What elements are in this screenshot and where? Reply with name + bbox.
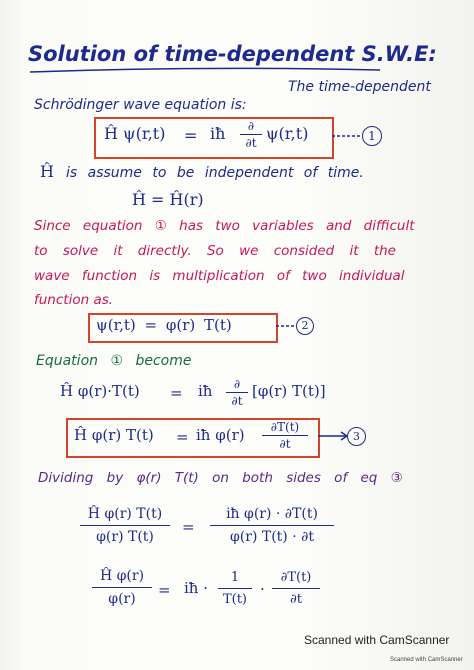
eqf2-frac1-num: 1 xyxy=(230,570,240,585)
eqf2-frac2-num: ∂T(t) xyxy=(280,570,312,585)
since-line-1: Since equation ① has two variables and difficult xyxy=(34,218,415,234)
eq1-coef: iħ xyxy=(210,124,226,143)
eqf2-equals: = xyxy=(158,581,171,599)
eqb1-coef: iħ xyxy=(198,382,213,400)
eq1-frac-den: ∂t xyxy=(245,136,257,150)
dividing-text: Dividing by φ(r) T(t) on both sides of eq ③ xyxy=(38,470,403,486)
eq3-marker: 3 xyxy=(347,427,366,446)
eqf1-right-fraction xyxy=(210,506,334,545)
eqf2-left-fraction xyxy=(92,568,152,607)
eqb1-lhs: Ĥ φ(r)·T(t) xyxy=(60,382,140,400)
eq3-frac-den: ∂t xyxy=(279,437,291,451)
eq2-text: ψ(r,t) = φ(r) T(t) xyxy=(96,316,232,334)
eqf2-frac-1 xyxy=(218,570,252,607)
eq1-lhs: Ĥ ψ(r,t) xyxy=(104,124,166,143)
become-text: Equation ① become xyxy=(36,353,192,369)
eq1-equals: = xyxy=(184,126,198,145)
eqf1-left-num: Ĥ φ(r) T(t) xyxy=(87,506,163,522)
eqf2-frac2-den: ∂t xyxy=(290,592,302,607)
eqf2-frac1-den: T(t) xyxy=(222,592,248,607)
h-symbol: Ĥ xyxy=(40,162,54,181)
eqf1-right-num: iħ φ(r) · ∂T(t) xyxy=(226,506,318,522)
eqf2-dot: · xyxy=(260,580,265,598)
camscanner-watermark: Scanned with CamScanner xyxy=(304,633,450,647)
eqf2-coef: iħ · xyxy=(184,579,208,597)
since-line-2: to solve it directly. So we consided it the xyxy=(34,243,396,259)
eqb1-rhs: [φ(r) T(t)] xyxy=(252,382,326,400)
eqb1-frac-den: ∂t xyxy=(231,394,243,408)
page-title: Solution of time-dependent S.W.E: xyxy=(28,42,437,66)
eq3-equals: = xyxy=(176,428,189,446)
camscanner-small-watermark: Scanned with CamScanner xyxy=(390,657,463,663)
eq1-rhs: ψ(r,t) xyxy=(266,124,309,143)
eqf1-left-den: φ(r) T(t) xyxy=(96,529,154,545)
eqf2-left-den: φ(r) xyxy=(108,591,136,607)
intro-left-text: Schrödinger wave equation is: xyxy=(34,97,247,113)
eqb1-equals: = xyxy=(170,384,183,402)
eqf1-right-den: φ(r) T(t) · ∂t xyxy=(230,529,314,545)
eqf2-frac-2 xyxy=(272,570,320,607)
intro-right-text: The time-dependent xyxy=(288,79,431,95)
since-line-4: function as. xyxy=(34,292,114,308)
eq1-frac-num: ∂ xyxy=(247,119,255,133)
eq2-marker: 2 xyxy=(296,317,314,335)
eqb1-frac-num: ∂ xyxy=(233,377,241,391)
eqf1-equals: = xyxy=(182,518,195,536)
eqf1-left-fraction xyxy=(80,506,170,545)
eq3-lhs: Ĥ φ(r) T(t) xyxy=(74,426,154,444)
eq1-marker: 1 xyxy=(362,126,382,146)
eqf2-left-num: Ĥ φ(r) xyxy=(99,568,145,584)
h-definition: Ĥ = Ĥ(r) xyxy=(132,190,204,209)
eq3-frac-num: ∂T(t) xyxy=(270,420,300,434)
h-assume-text: is assume to be independent of time. xyxy=(66,165,364,181)
eq3-coef: iħ φ(r) xyxy=(196,426,245,444)
since-line-3: wave function is multiplication of two individual xyxy=(34,268,405,284)
